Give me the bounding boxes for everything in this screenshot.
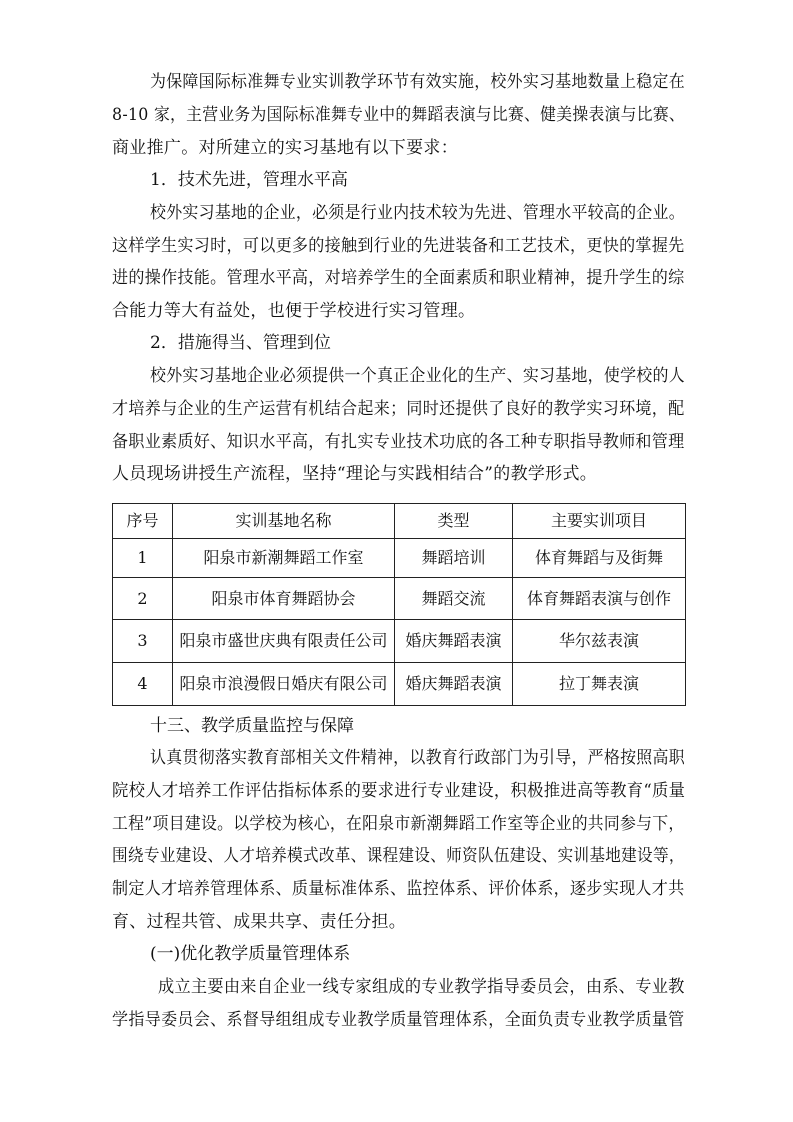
header-main-project: 主要实训项目 <box>513 504 686 539</box>
sub1-heading: (一)优化教学质量管理体系 <box>150 944 351 964</box>
req1-line-3: 进的操作技能。管理水平高，对培养学生的全面素质和职业精神，提升学生的综 <box>112 268 685 288</box>
cell-base-name: 阳泉市盛世庆典有限责任公司 <box>173 620 395 663</box>
cell-type: 婚庆舞蹈表演 <box>395 620 513 663</box>
sub1-line-1: 成立主要由来自企业一线专家组成的专业教学指导委员会，由系、专业教 <box>158 977 685 997</box>
section13-heading: 十三、教学质量监控与保障 <box>150 716 354 736</box>
training-bases-table <box>112 503 686 706</box>
table-row <box>113 539 686 578</box>
cell-base-name: 阳泉市新潮舞蹈工作室 <box>173 539 395 578</box>
cell-index: 1 <box>113 539 173 578</box>
req2-line-1: 校外实习基地企业必须提供一个真正企业化的生产、实习基地，使学校的人 <box>150 366 685 386</box>
table-row <box>113 663 686 706</box>
req1-line-2: 这样学生实习时，可以更多的接触到行业的先进装备和工艺技术，更快的掌握先 <box>112 236 685 256</box>
cell-type: 婚庆舞蹈表演 <box>395 663 513 706</box>
sub1-line-2: 学指导委员会、系督导组组成专业教学质量管理体系，全面负责专业教学质量管 <box>112 1010 685 1030</box>
req1-heading: 1．技术先进，管理水平高 <box>150 170 348 190</box>
cell-main-project: 体育舞蹈与及街舞 <box>513 539 686 578</box>
req2-heading: 2．措施得当、管理到位 <box>150 333 331 353</box>
header-index: 序号 <box>113 504 173 539</box>
cell-index: 4 <box>113 663 173 706</box>
intro-line-2: 8-10 家，主营业务为国际标准舞专业中的舞蹈表演与比赛、健美操表演与比赛、 <box>112 105 686 125</box>
table-header-row <box>113 504 686 539</box>
req2-line-4: 人员现场讲授生产流程，坚持“理论与实践相结合”的教学形式。 <box>112 464 598 484</box>
req1-line-1: 校外实习基地的企业，必须是行业内技术较为先进、管理水平较高的企业。 <box>150 203 685 223</box>
table-row <box>113 620 686 663</box>
req2-line-3: 备职业素质好、知识水平高，有扎实专业技术功底的各工种专职指导教师和管理 <box>112 432 685 452</box>
header-base-name: 实训基地名称 <box>173 504 395 539</box>
cell-main-project: 体育舞蹈表演与创作 <box>513 578 686 620</box>
req1-line-4: 合能力等大有益处，也便于学校进行实习管理。 <box>112 301 476 321</box>
section13-line-3: 工程”项目建设。以学校为核心，在阳泉市新潮舞蹈工作室等企业的共同参与下， <box>112 814 685 834</box>
intro-line-3: 商业推广。对所建立的实习基地有以下要求： <box>112 138 458 158</box>
cell-base-name: 阳泉市浪漫假日婚庆有限公司 <box>173 663 395 706</box>
cell-index: 2 <box>113 578 173 620</box>
cell-index: 3 <box>113 620 173 663</box>
section13-line-5: 制定人才培养管理体系、质量标准体系、监控体系、评价体系，逐步实现人才共 <box>112 879 685 899</box>
cell-base-name: 阳泉市体育舞蹈协会 <box>173 578 395 620</box>
cell-main-project: 华尔兹表演 <box>513 620 686 663</box>
section13-line-4: 围绕专业建设、人才培养模式改革、课程建设、师资队伍建设、实训基地建设等， <box>112 846 685 866</box>
table-row <box>113 578 686 620</box>
cell-type: 舞蹈培训 <box>395 539 513 578</box>
section13-line-1: 认真贯彻落实教育部相关文件精神，以教育行政部门为引导，严格按照高职 <box>150 748 685 768</box>
cell-main-project: 拉丁舞表演 <box>513 663 686 706</box>
req2-line-2: 才培养与企业的生产运营有机结合起来；同时还提供了良好的教学实习环境，配 <box>112 399 685 419</box>
section13-line-6: 育、过程共管、成果共享、责任分担。 <box>112 912 407 932</box>
section13-line-2: 院校人才培养工作评估指标体系的要求进行专业建设，积极推进高等教育“质量 <box>112 781 686 801</box>
intro-line-1: 为保障国际标准舞专业实训教学环节有效实施，校外实习基地数量上稳定在 <box>150 72 685 92</box>
header-type: 类型 <box>395 504 513 539</box>
cell-type: 舞蹈交流 <box>395 578 513 620</box>
